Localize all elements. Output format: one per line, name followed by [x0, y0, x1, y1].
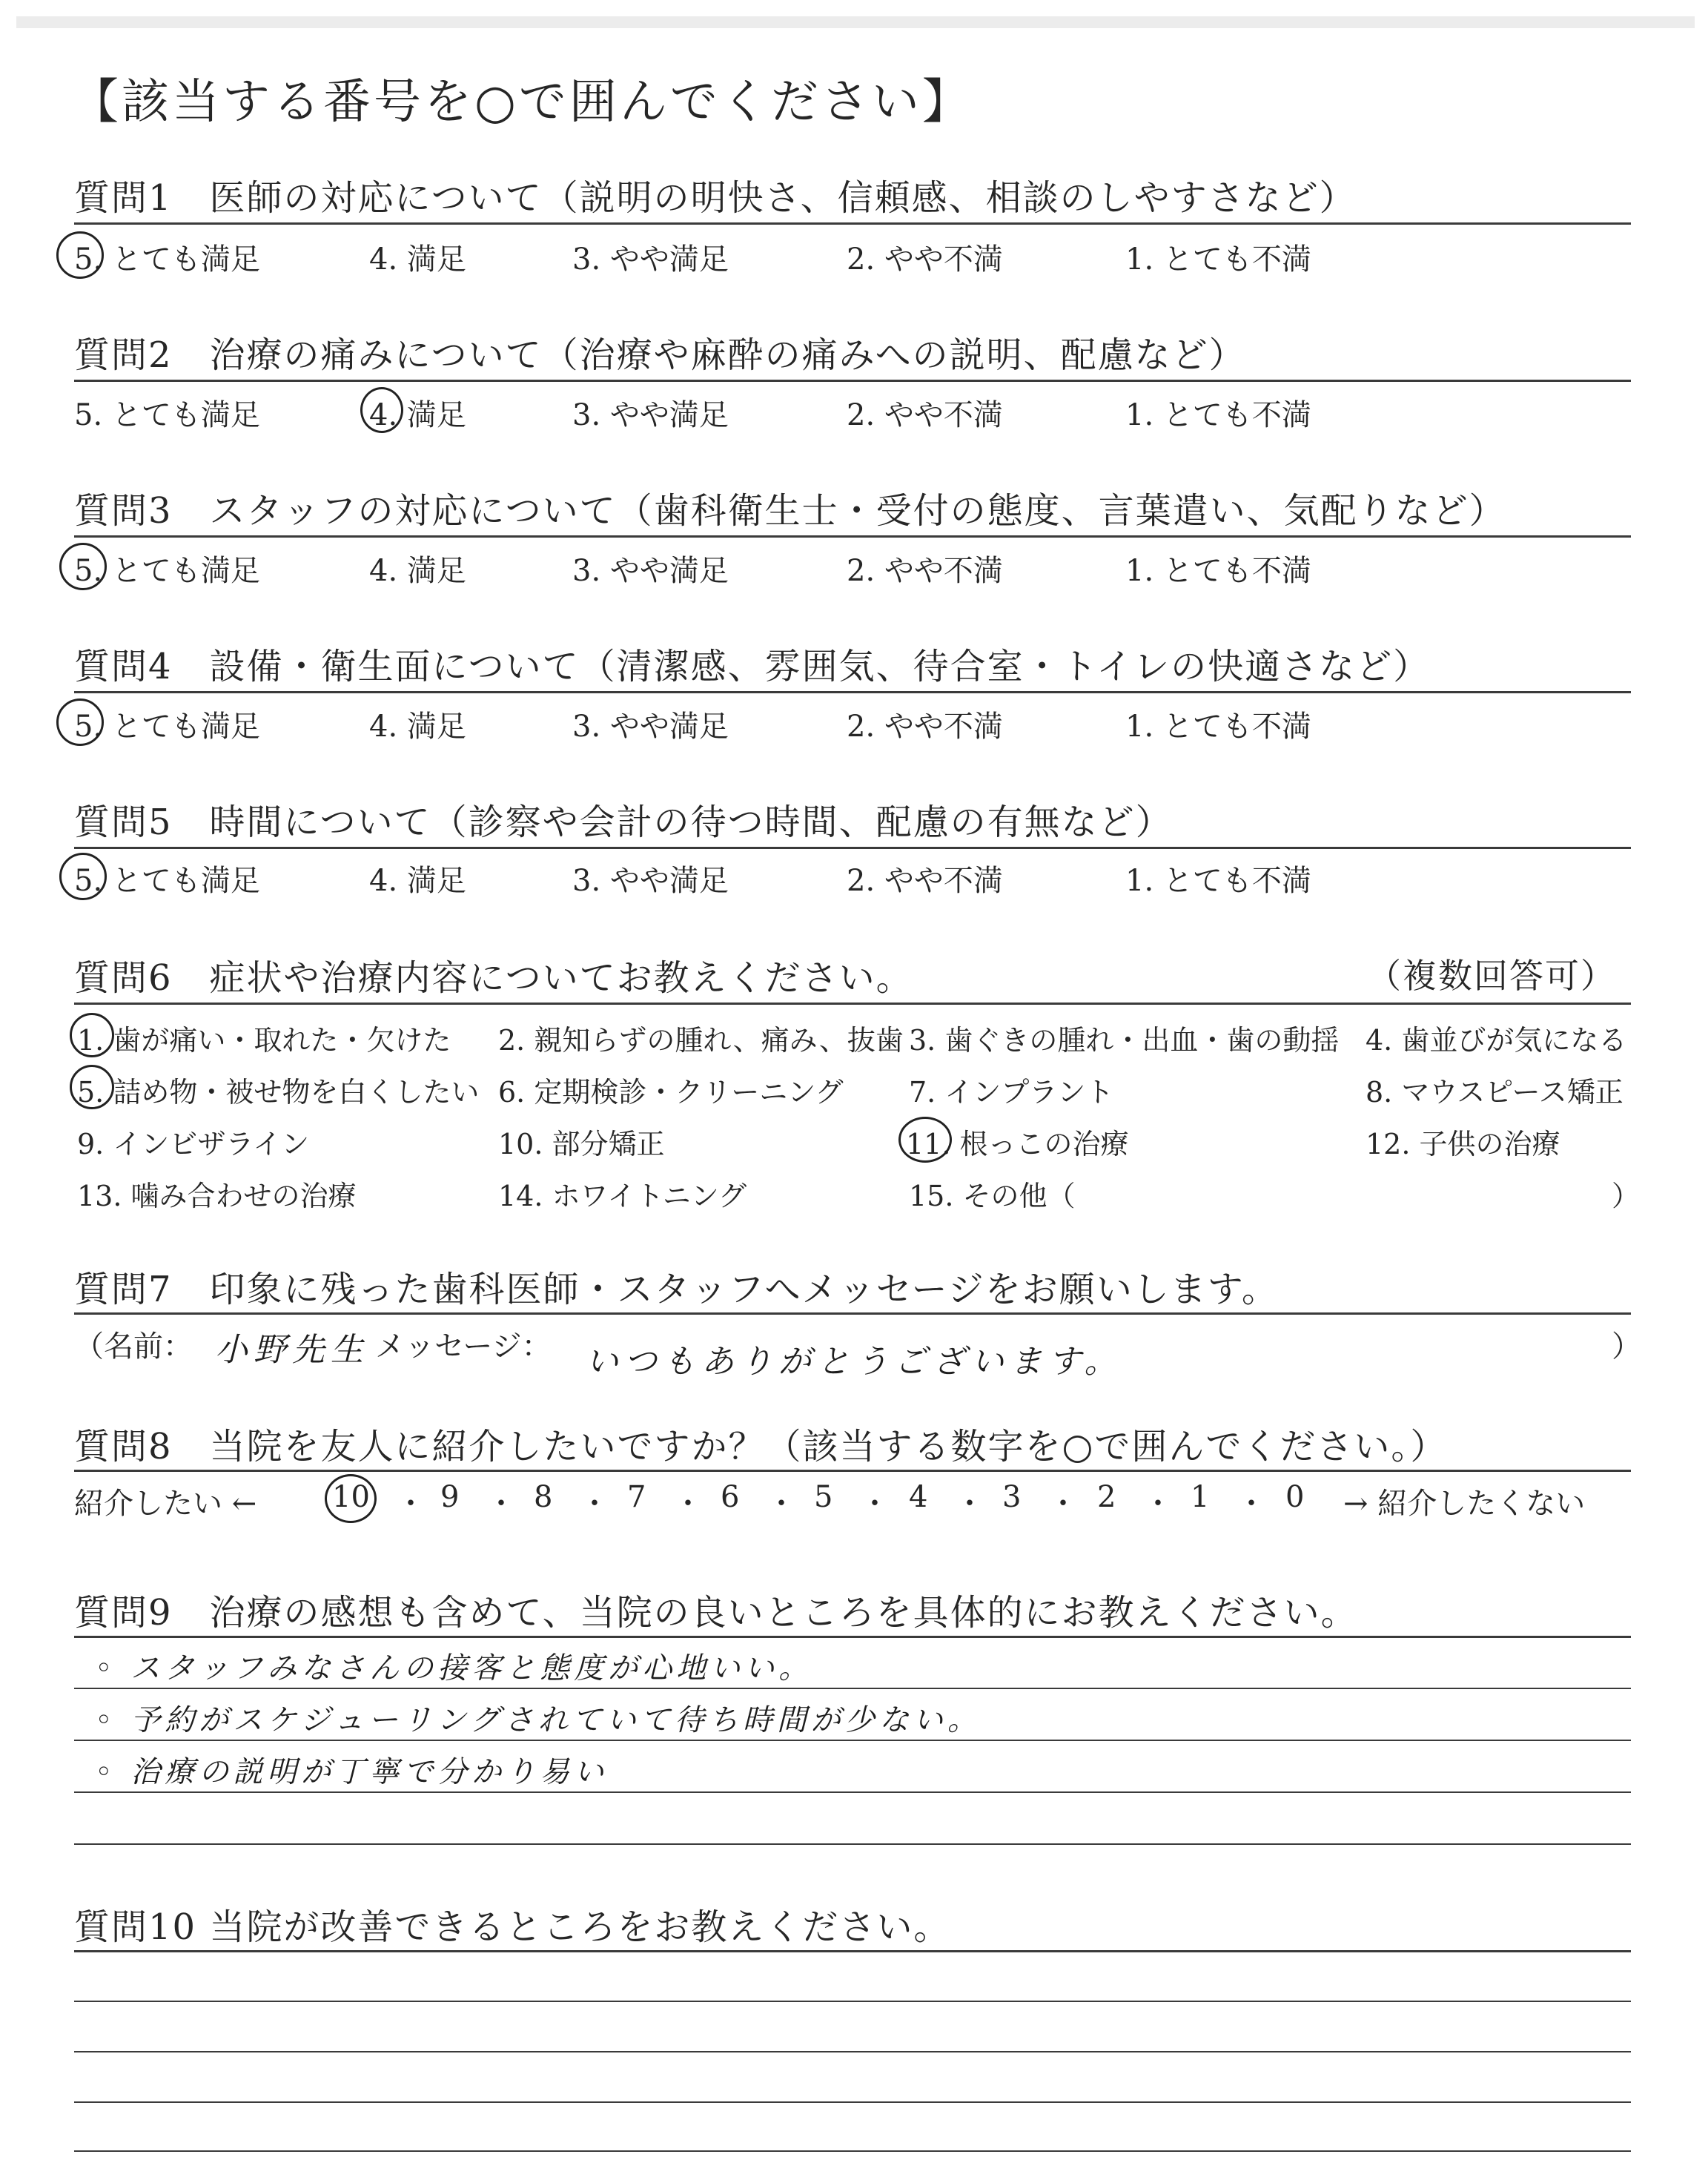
q3-option-1[interactable]: 1. とても不満	[1125, 554, 1311, 588]
q2-option-5[interactable]: 5. とても満足	[74, 398, 260, 432]
q2-answer-circle	[360, 387, 403, 433]
q4-option-1[interactable]: 1. とても不満	[1125, 710, 1311, 744]
question-9-label: 質問9 治療の感想も含めて、当院の良いところを具体的にお教えください。	[74, 1592, 1358, 1634]
q8-separator: ・	[486, 1487, 516, 1521]
q3-option-3[interactable]: 3. やや満足	[572, 554, 729, 588]
q6-option-13[interactable]: 13. 噛み合わせの治療	[77, 1180, 357, 1212]
q9-answer-line	[74, 1843, 1631, 1845]
q8-separator: ・	[1143, 1487, 1173, 1521]
q8-separator: ・	[580, 1487, 609, 1521]
q6-option-12[interactable]: 12. 子供の治療	[1366, 1128, 1560, 1160]
question-4-label: 質問4 設備・衛生面について（清潔感、雰囲気、待合室・トイレの快適さなど）	[74, 646, 1431, 687]
question-7-rule	[74, 1312, 1631, 1315]
q6-option-9[interactable]: 9. インビザライン	[77, 1128, 310, 1160]
q8-score-7[interactable]: 7	[627, 1480, 646, 1514]
q1-option-1[interactable]: 1. とても不満	[1125, 242, 1311, 277]
question-4-rule	[74, 691, 1631, 693]
q2-option-2[interactable]: 2. やや不満	[847, 398, 1003, 432]
q8-score-0[interactable]: 0	[1285, 1480, 1305, 1514]
form-title: 【該当する番号を○で囲んでください】	[71, 75, 973, 130]
question-7-label: 質問7 印象に残った歯科医師・スタッフへメッセージをお願いします。	[74, 1269, 1279, 1310]
q4-answer-circle	[56, 698, 104, 746]
q7-name-label: （名前：	[74, 1330, 193, 1364]
q8-answer-circle	[325, 1474, 377, 1523]
q5-option-2[interactable]: 2. やや不満	[847, 864, 1003, 898]
q4-option-3[interactable]: 3. やや満足	[572, 710, 729, 744]
q1-option-4[interactable]: 4. 満足	[369, 242, 466, 277]
q6-answer-circle-11	[898, 1117, 952, 1163]
q6-option-10[interactable]: 10. 部分矯正	[498, 1128, 665, 1160]
q6-option-6[interactable]: 6. 定期検診・クリーニング	[498, 1076, 844, 1109]
q6-option-8[interactable]: 8. マウスピース矯正	[1366, 1076, 1623, 1109]
q5-option-5[interactable]: 5. とても満足	[74, 864, 260, 898]
q1-option-2[interactable]: 2. やや不満	[847, 242, 1003, 277]
q5-option-3[interactable]: 3. やや満足	[572, 864, 729, 898]
q7-message-handwritten[interactable]: いつもありがとうございます。	[586, 1343, 1123, 1381]
question-5-rule	[74, 847, 1631, 849]
q8-score-1[interactable]: 1	[1191, 1480, 1210, 1514]
q6-answer-circle-1	[70, 1013, 114, 1057]
q6-other-close-paren: ）	[1612, 1180, 1641, 1212]
q5-option-4[interactable]: 4. 満足	[369, 864, 466, 898]
q5-option-1[interactable]: 1. とても不満	[1125, 864, 1311, 898]
q6-option-4[interactable]: 4. 歯並びが気になる	[1366, 1024, 1627, 1057]
q8-separator: ・	[860, 1487, 890, 1521]
q9-handwritten-answer-1[interactable]: ◦ スタッフみなさんの接客と態度が心地いい。	[95, 1651, 813, 1685]
q8-score-6[interactable]: 6	[721, 1480, 740, 1514]
q6-option-2[interactable]: 2. 親知らずの腫れ、痛み、抜歯	[498, 1024, 904, 1057]
q8-right-label: → 紹介したくない	[1343, 1487, 1586, 1521]
q4-option-5[interactable]: 5. とても満足	[74, 710, 260, 744]
question-1-label: 質問1 医師の対応について（説明の明快さ、信頼感、相談のしやすさなど）	[74, 177, 1357, 219]
q3-option-5[interactable]: 5. とても満足	[74, 554, 260, 588]
q8-left-label: 紹介したい ←	[74, 1487, 257, 1521]
question-6-label: 質問6 症状や治療内容についてお教えください。	[74, 957, 913, 999]
question-3-rule	[74, 535, 1631, 538]
q10-answer-line[interactable]	[74, 2150, 1631, 2152]
question-3-label: 質問3 スタッフの対応について（歯科衛生士・受付の態度、言葉遣い、気配りなど）	[74, 490, 1506, 532]
question-6-rule	[74, 1003, 1631, 1005]
q4-option-4[interactable]: 4. 満足	[369, 710, 466, 744]
q8-separator: ・	[955, 1487, 984, 1521]
q9-answer-line	[74, 1791, 1631, 1793]
q10-answer-line[interactable]	[74, 2001, 1631, 2002]
q6-option-1[interactable]: 1. 歯が痛い・取れた・欠けた	[77, 1024, 451, 1057]
q5-answer-circle	[59, 853, 107, 900]
q9-answer-line	[74, 1636, 1631, 1638]
question-2-rule	[74, 380, 1631, 382]
q6-option-11[interactable]: 11. 根っこの治療	[906, 1128, 1129, 1160]
q8-score-9[interactable]: 9	[440, 1480, 460, 1514]
question-1-rule	[74, 222, 1631, 225]
q7-close-paren: ）	[1612, 1330, 1641, 1364]
q8-score-5[interactable]: 5	[814, 1480, 833, 1514]
q9-answer-line	[74, 1740, 1631, 1741]
q1-answer-circle	[56, 231, 104, 279]
question-8-rule	[74, 1470, 1631, 1472]
q3-answer-circle	[59, 543, 107, 590]
q10-answer-line[interactable]	[74, 1950, 1631, 1952]
q8-score-10[interactable]: 10	[332, 1480, 370, 1514]
q3-option-4[interactable]: 4. 満足	[369, 554, 466, 588]
q8-separator: ・	[1048, 1487, 1078, 1521]
q10-answer-line[interactable]	[74, 2101, 1631, 2103]
q8-separator: ・	[396, 1487, 426, 1521]
question-2-label: 質問2 治療の痛みについて（治療や麻酔の痛みへの説明、配慮など）	[74, 334, 1246, 376]
q10-answer-line[interactable]	[74, 2051, 1631, 2052]
q9-handwritten-answer-3[interactable]: ◦ 治療の説明が丁寧で分かり易い	[95, 1755, 609, 1789]
q7-message-label: メッセージ：	[375, 1330, 552, 1364]
q8-separator: ・	[673, 1487, 703, 1521]
question-10-label: 質問10 当院が改善できるところをお教えください。	[74, 1906, 951, 1948]
q8-score-8[interactable]: 8	[534, 1480, 553, 1514]
q9-answer-line	[74, 1688, 1631, 1689]
q6-option-14[interactable]: 14. ホワイトニング	[498, 1180, 747, 1212]
q6-option-5[interactable]: 5. 詰め物・被せ物を白くしたい	[77, 1076, 480, 1109]
q4-option-2[interactable]: 2. やや不満	[847, 710, 1003, 744]
q8-score-3[interactable]: 3	[1002, 1480, 1022, 1514]
q6-answer-circle-5	[70, 1065, 114, 1109]
q8-score-4[interactable]: 4	[909, 1480, 928, 1514]
q3-option-2[interactable]: 2. やや不満	[847, 554, 1003, 588]
scan-edge	[16, 16, 1695, 28]
q6-option-3[interactable]: 3. 歯ぐきの腫れ・出血・歯の動揺	[909, 1024, 1340, 1057]
multiple-answers-note: （複数回答可）	[1367, 956, 1616, 996]
q6-option-15[interactable]: 15. その他（	[909, 1180, 1076, 1212]
q2-option-4[interactable]: 4. 満足	[369, 398, 466, 432]
question-5-label: 質問5 時間について（診察や会計の待つ時間、配慮の有無など）	[74, 802, 1173, 843]
q8-score-2[interactable]: 2	[1097, 1480, 1116, 1514]
q2-option-1[interactable]: 1. とても不満	[1125, 398, 1311, 432]
q8-separator: ・	[767, 1487, 796, 1521]
q8-separator: ・	[1237, 1487, 1266, 1521]
q2-option-3[interactable]: 3. やや満足	[572, 398, 729, 432]
q6-option-7[interactable]: 7. インプラント	[909, 1076, 1114, 1109]
question-8-label: 質問8 当院を友人に紹介したいですか？（該当する数字を○で囲んでください。）	[74, 1426, 1448, 1467]
q1-option-5[interactable]: 5. とても満足	[74, 242, 260, 277]
q9-handwritten-answer-2[interactable]: ◦ 予約がスケジューリングされていて待ち時間が少ない。	[95, 1703, 982, 1737]
q1-option-3[interactable]: 3. やや満足	[572, 242, 729, 277]
q7-name-handwritten[interactable]: 小野先生	[215, 1331, 369, 1369]
